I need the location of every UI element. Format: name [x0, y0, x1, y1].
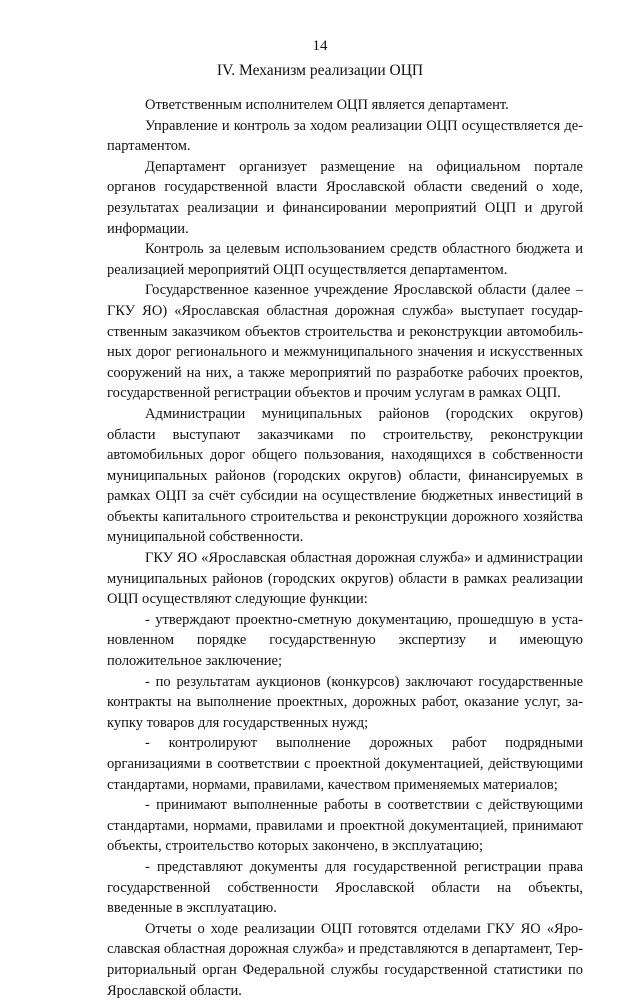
- paragraph: Управление и контроль за ходом реализации ОЦП осуществляется департаментом.: [107, 117, 583, 155]
- list-item: - принимают выполненные работы в соответствии с действующими стандартами, нормами, правилами и проектной документацией, принимают объекты, строительство которых закончено, в эксплуатацию;: [107, 797, 583, 855]
- list-item: - по результатам аукционов (конкурсов) заключают государственные контракты на выполнение проектных, дорожных работ, оказание услуг, закупку товаров для государственных нужд;: [107, 673, 583, 731]
- paragraph: ГКУ ЯО «Ярославская областная дорожная служба» и администрации муниципальных районов (городских округов) области в рамках реализации ОЦП осуществляют следующие функции:: [107, 550, 583, 608]
- list-item: - утверждают проектно-сметную документацию, прошедшую в установленном порядке государственную экспертизу и имеющую положительное заключение;: [107, 611, 583, 670]
- paragraph: Контроль за целевым использованием средств областного бюджета и реализацией мероприятий ОЦП осуществляется департаментом.: [107, 241, 583, 278]
- list-item: - представляют документы для государственной регистрации права государственной собственности Ярославской области на объекты, введенные в эксплуатацию.: [107, 858, 583, 917]
- document-body: [107, 95, 583, 1001]
- paragraph: Департамент организует размещение на официальном портале органов государственной власти Ярославской области сведений о ходе, результатах реализации и финансировании мероприятий ОЦП и другой информации.: [107, 158, 583, 237]
- paragraph: Государственное казенное учреждение Ярославской области (далее – ГКУ ЯО) «Ярославская областная дорожная служба» выступает государственным заказчиком объектов строительства и реконструкции автомобильных дорог регионального и межмуниципального значения и искусственных сооружений на них, а также мероприятий по разработке рабочих проектов, государственной регистрации объектов и прочим услугам в рамках ОЦП.: [107, 282, 583, 402]
- page-number: 14: [312, 38, 328, 54]
- paragraph: Администрации муниципальных районов (городских округов) области выступают заказчиками по строительству, реконструкции автомобильных дорог общего пользования, находящихся в собственности муниципальных районов (городских округов) области, финансируемых в рамках ОЦП за счёт субсидии на осуществление бюджетных инвестиций в объекты капитального строительства и реконструкции дорожного хозяйства муниципальной собственности.: [107, 405, 583, 546]
- paragraph: Отчеты о ходе реализации ОЦП готовятся отделами ГКУ ЯО «Ярославская областная дорожная служба» и представляются в департамент, Территориальный орган Федеральной службы государственной статистики по Ярославской области.: [107, 920, 583, 999]
- paragraph: Ответственным исполнителем ОЦП является департамент.: [145, 97, 509, 113]
- list-item: - контролируют выполнение дорожных работ подрядными организациями в соответствии с проектной документацией, действующими стандартами, нормами, правилами, качеством применяемых материалов;: [107, 735, 583, 793]
- section-title: IV. Механизм реализации ОЦП: [216, 62, 424, 79]
